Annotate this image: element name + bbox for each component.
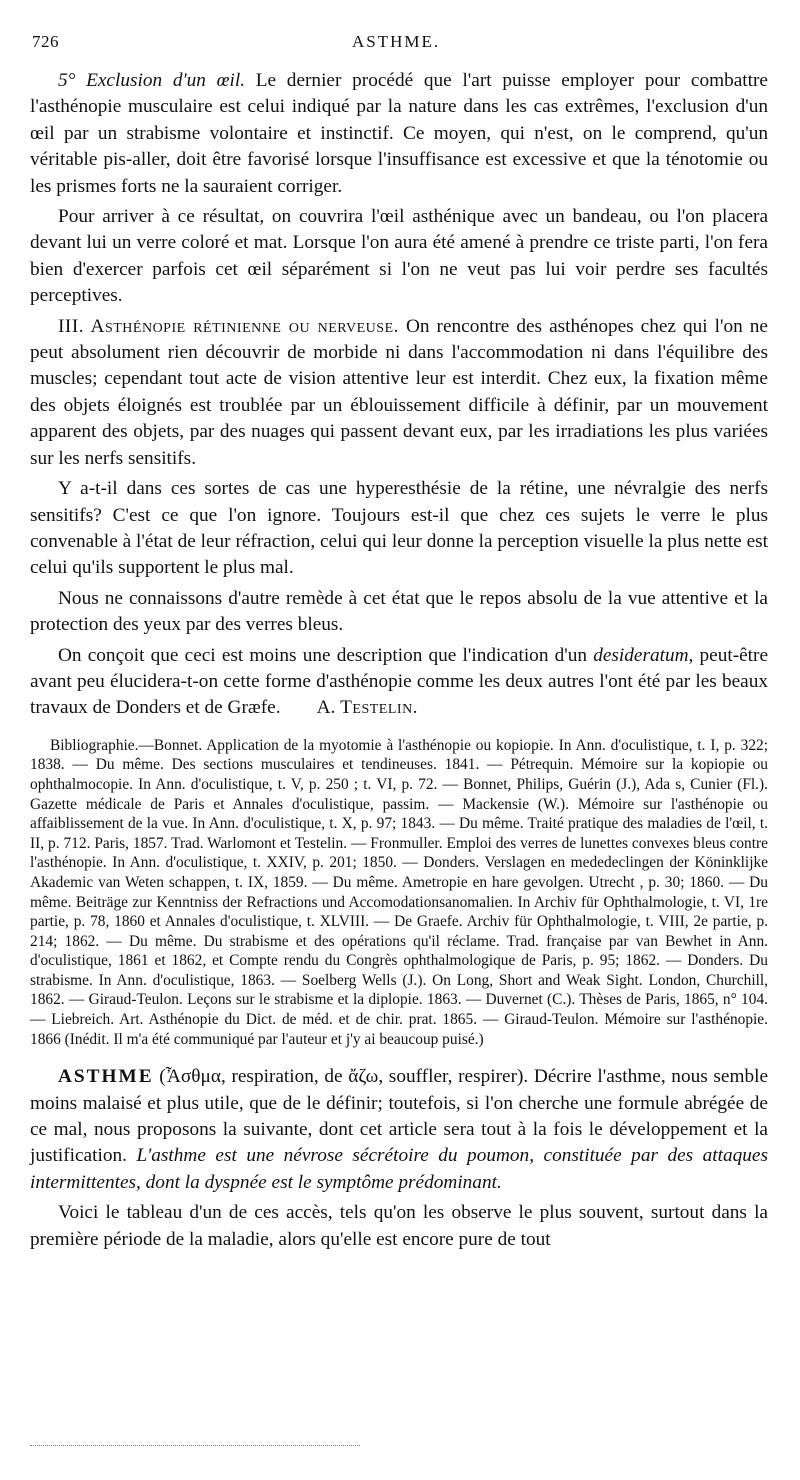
paragraph-text: Décrire l'asthme, nous semble moins malaisé et plus utile, que de le définir; toutefois, si l'on cherche une formule abrégée de ce mal, nous proposons la suivante, dont cet article sera tout à la fois le développement et la justification. <box>30 1066 769 1167</box>
section-label-exclusion: 5° Exclusion d'un œil. <box>58 70 246 91</box>
paragraph-text: Y a-t-il dans ces sortes de cas une hyperesthésie de la rétine, une névralgie des nerfs sensitifs? C'est ce que l'on ignore. Toujours est-il que chez ces sujets le verre le plus convenable à l'état de leur réfraction, celui qui leur donne la perception visuelle la plus nette est celui qu'ils supportent le plus mal. <box>30 478 768 579</box>
running-header <box>30 24 768 50</box>
footer-dotted-rule <box>30 1445 360 1446</box>
etymology: (Ἆσθμα, respiration, de ἄζω, souffler, respirer). <box>153 1066 529 1088</box>
emphasis-desideratum: desideratum <box>593 644 689 666</box>
paragraph-text: Le dernier procédé que l'art puisse employer pour combattre l'asthénopie musculaire est celui indiqué par la nature dans les cas extrêmes, l'exclusion d'un œil par un strabisme volontaire et instinctif. Ce moyen, qui n'est, on le comprend, qu'un véritable pis-aller, doit être favorisé lorsque l'insuffisance est excessive et que la ténotomie ou les prismes forts ne la sauraient corriger. <box>30 70 768 197</box>
article-headword: ASTHME <box>58 1066 154 1088</box>
paragraph-remede <box>30 586 768 639</box>
author-signature: A. Testelin. <box>316 697 419 719</box>
page-number: 726 <box>32 32 59 51</box>
section-heading-asthenopie-retinienne: III. Asthénopie rétinienne ou nerveuse. <box>58 315 399 337</box>
paragraph-text: On conçoit que ceci est moins une description que l'indication d'un <box>58 644 594 666</box>
paragraph-asthenopie-retinienne <box>30 314 768 472</box>
definition-asthme: L'asthme est une névrose sécrétoire du poumon, constituée par des attaques intermittentes, dont la dyspnée est le symptôme prédominant. <box>30 1145 768 1193</box>
paragraph-bandeau <box>30 204 768 310</box>
paragraph-tableau-acces <box>30 1200 768 1253</box>
running-title: ASTHME. <box>352 32 441 51</box>
paragraph-desideratum <box>30 643 768 722</box>
paragraph-text: On rencontre des asthénopes chez qui l'on ne peut absolument rien découvrir de morbide ni dans l'accommodation ni dans l'équilibre des muscles; cependant tout acte de vision attentive leur est interdit. Chez eux, la fixation même des objets éloignés est troublée par un éblouissement difficile à définir, par un mouvement apparent des objets, par des nuages qui passent devant eux, par les irradiations les plus variées sur les nerfs sensitifs. <box>30 315 768 469</box>
paragraph-text: Nous ne connaissons d'autre remède à cet état que le repos absolu de la vue attentive et la protection des yeux par des verres bleus. <box>30 587 768 636</box>
paragraph-text: , peut-être avant peu élucidera-t-on cette forme d'asthénopie comme les deux autres l'ont été par les beaux travaux de Donders et de Græfe. <box>30 644 769 719</box>
paragraph-text: Pour arriver à ce résultat, on couvrira l'œil asthénique avec un bandeau, ou l'on placera devant lui un verre coloré et mat. Lorsque l'on aura été amené à prendre ce triste parti, l'on fera bien d'exercer parfois cet œil séparément si l'on ne veut pas lui voir perdre ses facultés perceptives. <box>30 206 768 307</box>
article-asthme <box>30 1064 768 1196</box>
paragraph-hyperesthesie <box>30 476 768 582</box>
paragraph-exclusion-oeil <box>30 68 768 200</box>
bibliography: Bibliographie.—Bonnet. Application de la myotomie à l'asthénopie ou kopiopie. In Ann. d'oculistique, t. I, p. 322; 1838. — Du même. Des sections musculaires et tendineuses. 1841. — Pétrequin. Mémoire sur la kopiopie ou ophthalmocopie. In Ann. d'oculistique, t. V, p. 250 ; t. VI, p. 72. — Bonnet, Philips, Guérin (J.), Ada s, Cunier (Fl.). Gazette médicale de Paris et Annales d'oculistique, passim. — Mackensie (W.). Mémoire sur l'asthénopie ou affaiblissement de la vue. In Ann. d'oculistique, t. X, p. 97; 1843. — Du même. Traité pratique des maladies de l'œil, t. II, p. 712. Paris, 1857. Trad. Warlomont et Testelin. — Fronmuller. Emploi des verres de lunettes convexes bleus contre l'asthénopie. In Ann. d'oculistique, t. XXIV, p. 201; 1850. — Donders. Verslagen en mededeclingen der Köninklijke Akademic van Weten schappen, t. IX, 1859. — Du même. Ametropie en hare gevolgen. Utrecht , p. 30; 1860. — Du même. Beiträge zur Kenntniss der Refractions und Accomodationsanomalien. In Archiv für Ophthalmologie, t. VI, 1re partie, p. 78, 1860 et Annales d'oculistique, t. XLVIII. — De Graefe. Archiv für Ophthalmologie, t. VIII, 2e partie, p. 214; 1862. — Du même. Du strabisme et des opérations qu'il réclame. Trad. française par van Bewhet in Ann. d'oculistique, 1861 et 1862, et Compte rendu du Congrès ophthalmologique de Paris, p. 95; 1862. — Donders. Du strabisme. In Ann. d'oculistique, 1863. — Soelberg Wells (J.). On Long, Short and Weak Sight. London, Churchill, 1862. — Giraud-Teulon. Leçons sur le strabisme et la diplopie. 1863. — Duvernet (C.). Thèses de Paris, 1865, n° 104. — Liebreich. Art. Asthénopie du Dict. de méd. et de chir. prat. 1865. — Giraud-Teulon. Mémoire sur l'asthénopie. 1866 (Inédit. Il m'a été communiqué par l'auteur et j'y ai beaucoup puisé.) <box>30 736 768 1048</box>
page <box>30 24 768 1253</box>
paragraph-text: Voici le tableau d'un de ces accès, tels qu'on les observe le plus souvent, surtout dans la première période de la maladie, alors qu'elle est encore pure de tout <box>30 1202 768 1250</box>
